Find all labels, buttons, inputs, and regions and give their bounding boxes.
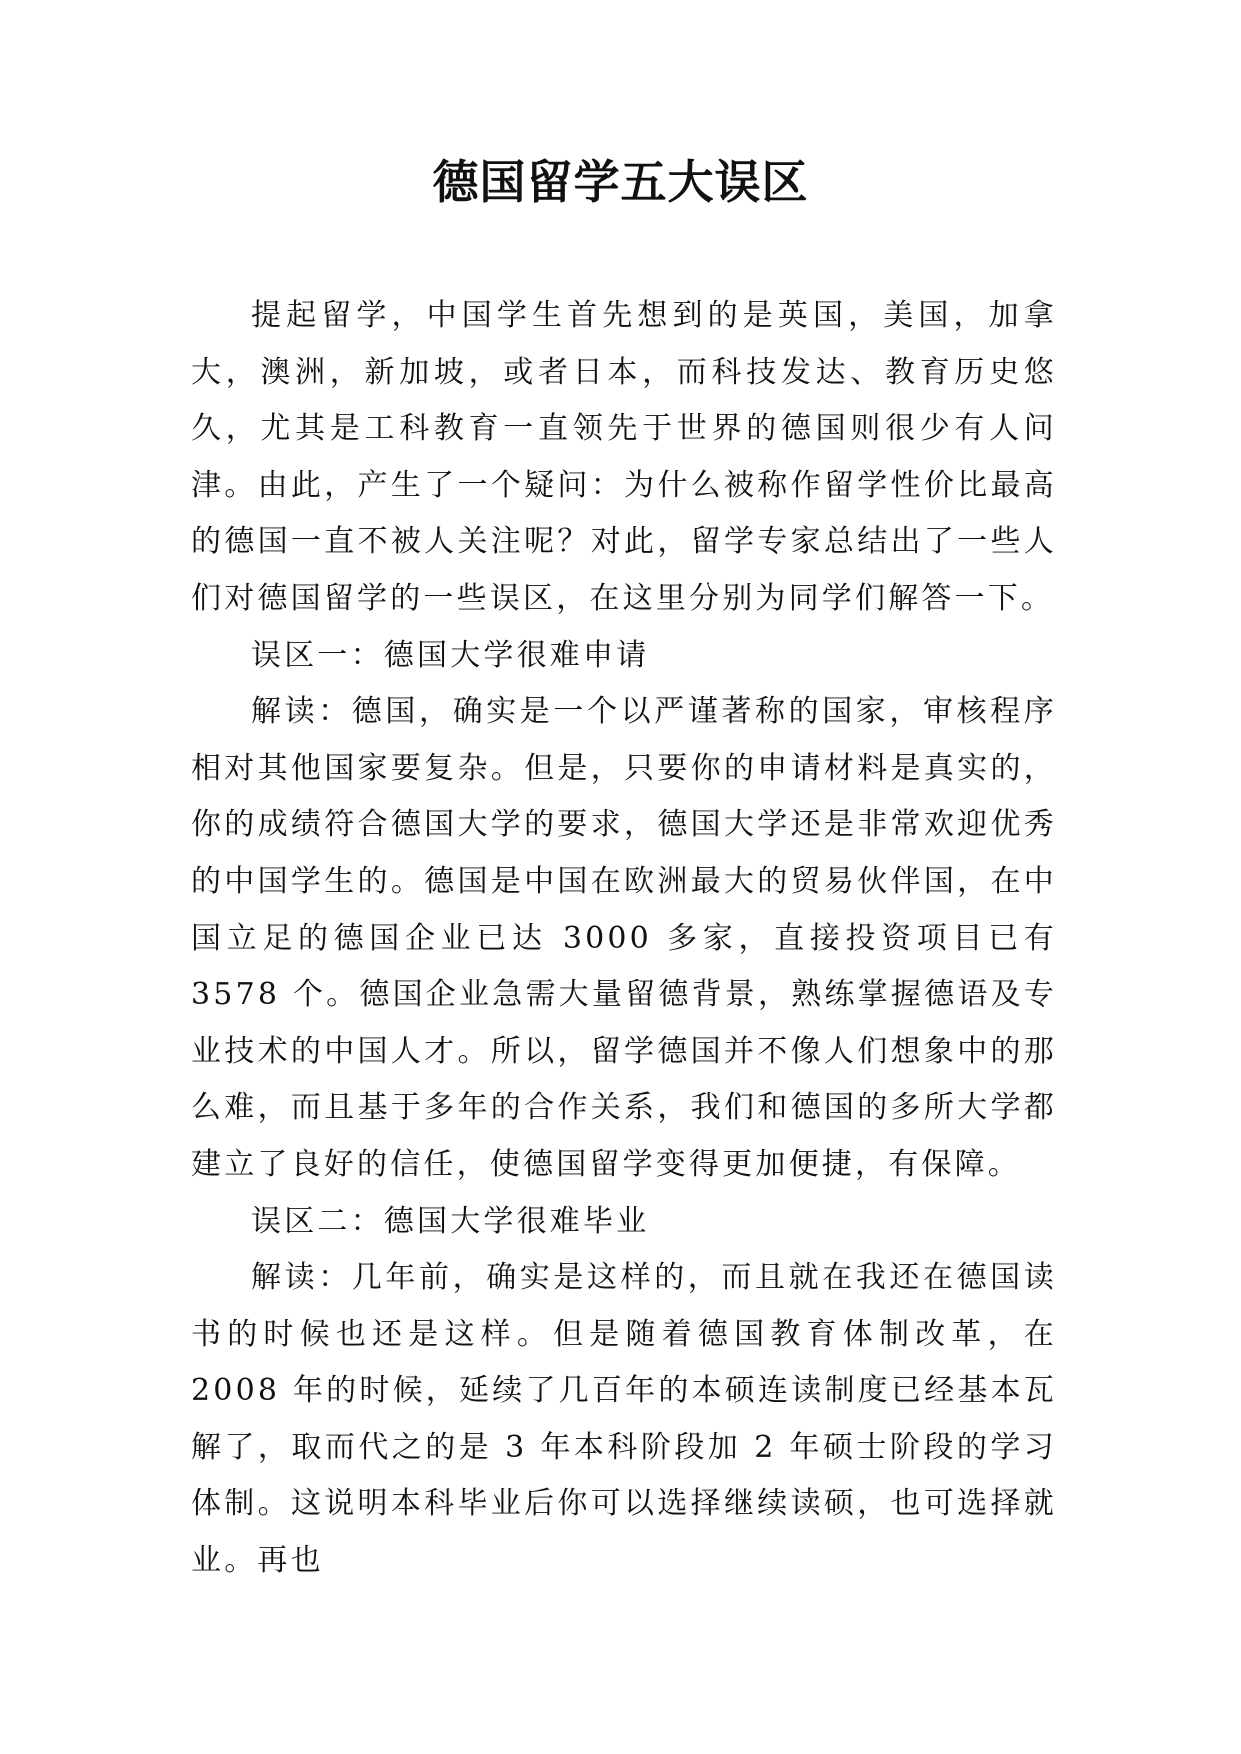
section-heading-myth-2: 误区二：德国大学很难毕业 [251, 1203, 650, 1239]
intro-paragraph: 提起留学，中国学生首先想到的是英国，美国，加拿大，澳洲，新加坡，或者日本，而科技发达、教育历史悠久，尤其是工科教育一直领先于世界的德国则很少有人问津。由此，产生了一个疑问：为什么被称作留学性价比最高的德国一直不被人关注呢？对此，留学专家总结出了一些人们对德国留学的一些误区，在这里分别为同学们解答一下。 [191, 298, 1057, 616]
explanation-paragraph-2: 解读：几年前，确实是这样的，而且就在我还在德国读书的时候也还是这样。但是随着德国教育体制改革，在 2008 年的时候，延续了几百年的本硕连读制度已经基本瓦解了，取而代之的是 3 年本科阶段加 2 年硕士阶段的学习体制。这说明本科毕业后你可以选择继续读硕，也可选择就业。再也 [191, 1260, 1057, 1579]
document-title: 德国留学五大误区 [432, 155, 809, 209]
document-body [191, 288, 1057, 1590]
section-heading-myth-1: 误区一：德国大学很难申请 [251, 637, 650, 673]
explanation-paragraph-1: 解读：德国，确实是一个以严谨著称的国家，审核程序相对其他国家要复杂。但是，只要你的申请材料是真实的，你的成绩符合德国大学的要求，德国大学还是非常欢迎优秀的中国学生的。德国是中国在欧洲最大的贸易伙伴国，在中国立足的德国企业已达 3000 多家，直接投资项目已有 3578 个。德国企业急需大量留德背景，熟练掌握德语及专业技术的中国人才。所以，留学德国并不像人们想象中的那么难，而且基于多年的合作关系，我们和德国的多所大学都建立了良好的信任，使德国留学变得更加便捷，有保障。 [191, 694, 1057, 1182]
